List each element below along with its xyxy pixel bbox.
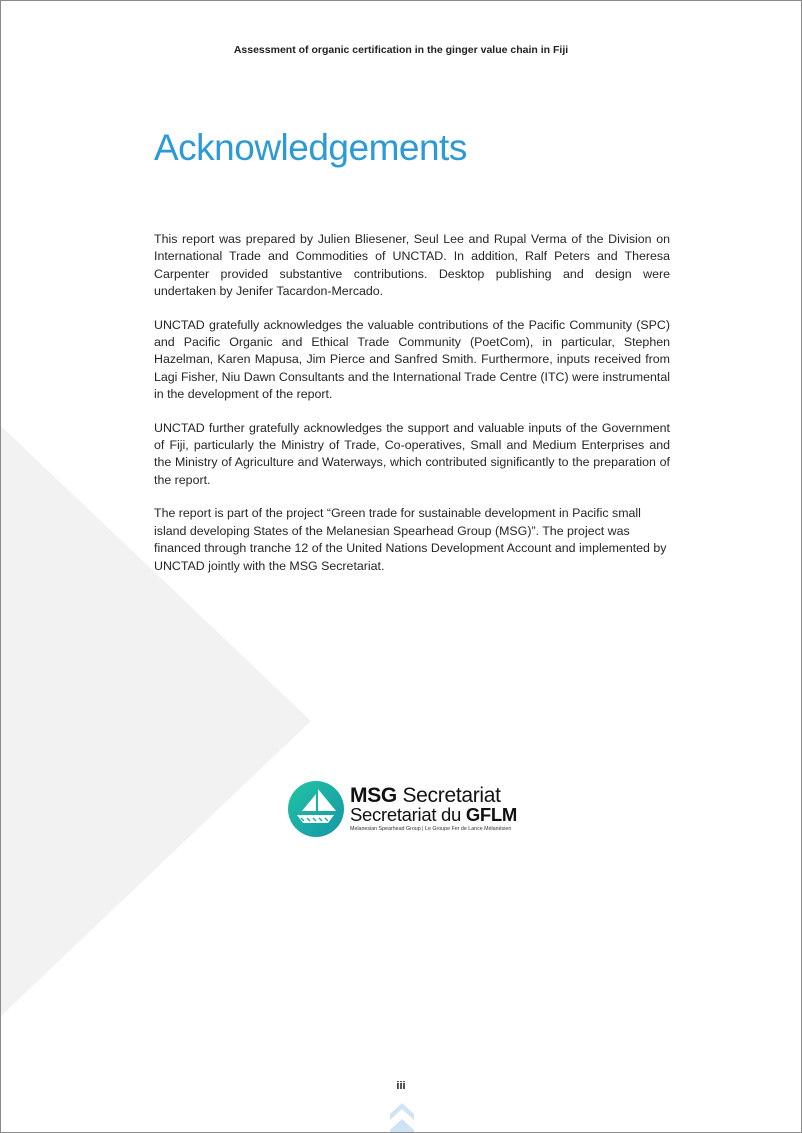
acknowledgements-body [154,231,670,591]
logo-secretariat-gflm-text: Secretariat du GFLM [350,804,518,825]
logo-msg-secretariat-text: MSG Secretariat [350,784,501,807]
chevron-up-icon[interactable] [388,1100,416,1132]
msg-secretariat-logo [288,781,520,841]
paragraph-authors: This report was prepared by Julien Bliesener, Seul Lee and Rupal Verma of the Division on International Trade and Commodities of UNCTAD. In addition, Ralf Peters and Theresa Carpenter provided substantive contributions. Desktop publishing and design were undertaken by Jenifer Tacardon-Mercado. [154,232,670,299]
logo-tagline: Melanesian Spearhead Group | Le Groupe Fer de Lance Mélanésien [350,826,512,832]
msg-sail-emblem-icon [288,781,344,837]
running-header: Assessment of organic certification in the ginger value chain in Fiji [233,44,569,56]
paragraph-contributions: UNCTAD gratefully acknowledges the valuable contributions of the Pacific Community (SPC) and Pacific Organic and Ethical Trade Community (PoetCom), in particular, Stephen Hazelman, Karen Mapusa, Jim Pierce and Sanfred Smith. Furthermore, inputs received from Lagi Fisher, Niu Dawn Consultants and the International Trade Centre (ITC) were instrumental in the development of the report. [154,317,670,402]
page-title: Acknowledgements [154,127,467,168]
page-number: iii [396,1080,406,1092]
paragraph-project-info: The report is part of the project “Green trade for sustainable development in Pacific small island developing States of the Melanesian Spearhead Group (MSG)”. The project was financed through tranche 12 of the United Nations Development Account and implemented by UNCTAD jointly with the MSG Secretariat. [154,506,667,573]
paragraph-government-support: UNCTAD further gratefully acknowledges the support and valuable inputs of the Government of Fiji, particularly the Ministry of Trade, Co-operatives, Small and Medium Enterprises and the Ministry of Agriculture and Waterways, which contributed significantly to the preparation of the report. [154,420,670,487]
